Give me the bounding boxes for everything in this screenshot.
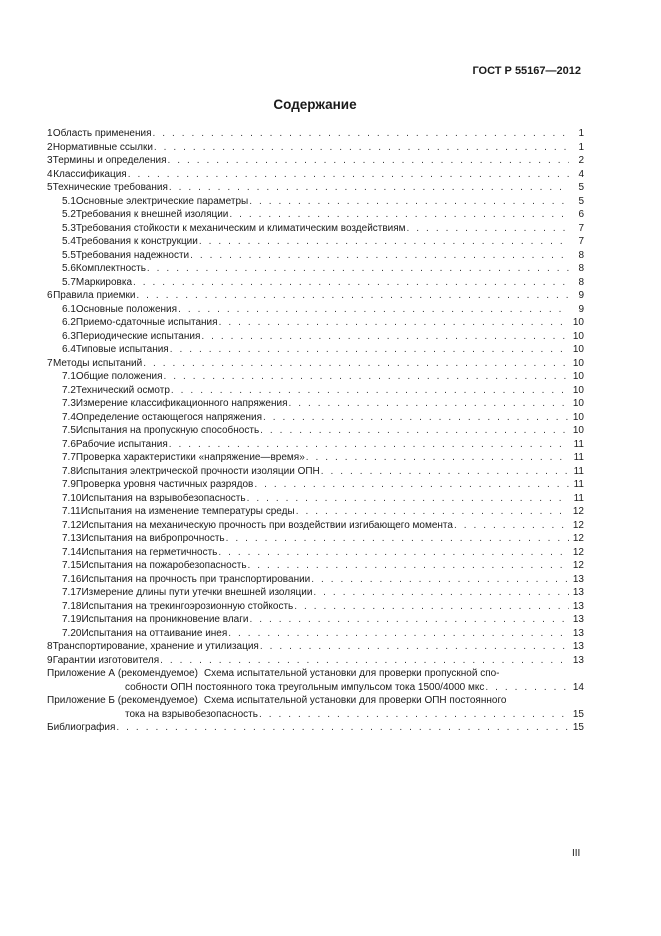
toc-number: 6.2 bbox=[62, 317, 76, 328]
toc-entry[interactable] bbox=[47, 721, 584, 735]
page-number: III bbox=[572, 848, 581, 859]
toc-entry[interactable] bbox=[47, 492, 584, 506]
toc-number: 6 bbox=[47, 290, 53, 301]
toc-page: 13 bbox=[572, 573, 584, 585]
toc-title: Типовые испытания bbox=[75, 344, 169, 355]
toc-title: Измерение длины пути утечки внешней изоляции bbox=[81, 587, 313, 598]
dot-leader bbox=[247, 492, 569, 506]
toc-title: Технический осмотр bbox=[75, 384, 170, 396]
toc-entry[interactable] bbox=[47, 343, 584, 357]
toc-page: 11 bbox=[573, 452, 584, 463]
toc-title: Транспортирование, хранение и утилизация bbox=[52, 641, 259, 652]
dot-leader bbox=[229, 208, 569, 222]
document-header: ГОСТ Р 55167—2012 bbox=[472, 65, 581, 77]
dot-leader bbox=[133, 276, 569, 290]
toc-entry[interactable] bbox=[47, 208, 584, 222]
appendix-title: Схема испытательной установки для проверки ОПН постоянного bbox=[203, 695, 507, 706]
dot-leader bbox=[485, 681, 569, 695]
toc-number: 7.6 bbox=[62, 438, 76, 450]
appendix-title-cont: собности ОПН постоянного тока треугольным импульсом тока 1500/4000 мкс bbox=[125, 681, 485, 693]
toc-page: 8 bbox=[578, 249, 584, 261]
dot-leader bbox=[259, 708, 569, 722]
dot-leader bbox=[254, 478, 569, 492]
dot-leader bbox=[154, 141, 569, 155]
toc-entry[interactable] bbox=[47, 222, 584, 236]
toc-entry[interactable] bbox=[47, 519, 584, 533]
toc-entry[interactable] bbox=[47, 141, 584, 155]
dot-leader bbox=[294, 600, 569, 614]
dot-leader bbox=[136, 289, 569, 303]
toc-number: 9 bbox=[47, 654, 53, 666]
toc-page: 8 bbox=[578, 276, 584, 288]
dot-leader bbox=[249, 195, 569, 209]
dot-leader bbox=[128, 168, 569, 182]
dot-leader bbox=[311, 573, 569, 587]
toc-entry[interactable] bbox=[47, 168, 584, 182]
toc-page: 13 bbox=[572, 627, 584, 639]
dot-leader bbox=[306, 451, 569, 465]
toc-entry[interactable] bbox=[47, 384, 584, 398]
toc-number: 7.8 bbox=[62, 465, 76, 477]
toc-title: Основные электрические параметры bbox=[75, 195, 249, 207]
toc-title: Библиография bbox=[47, 722, 116, 733]
toc-appendix[interactable] bbox=[47, 667, 584, 694]
dot-leader bbox=[169, 181, 569, 195]
toc-number: 5.2 bbox=[62, 209, 76, 220]
toc-number: 7.15 bbox=[62, 560, 82, 571]
toc-title: Испытания на проникновение влаги bbox=[81, 614, 249, 625]
toc-entry[interactable] bbox=[47, 465, 584, 479]
dot-leader bbox=[263, 411, 569, 425]
toc-number: 7.5 bbox=[62, 425, 76, 436]
toc-page: 9 bbox=[578, 290, 584, 301]
appendix-title-cont: тока на взрывобезопасность bbox=[125, 708, 258, 720]
toc-title: Проверка характеристики «напряжение—время» bbox=[75, 452, 305, 463]
toc-page: 5 bbox=[578, 195, 584, 207]
toc-number: 5.1 bbox=[62, 195, 76, 207]
dot-leader bbox=[199, 235, 569, 249]
toc-title: Область применения bbox=[52, 128, 152, 139]
toc-page: 4 bbox=[578, 168, 584, 180]
toc-page: 10 bbox=[572, 398, 584, 409]
toc-title: Нормативные ссылки bbox=[52, 141, 153, 153]
toc-page: 13 bbox=[572, 641, 584, 652]
toc-number: 7.13 bbox=[62, 533, 82, 544]
dot-leader bbox=[160, 654, 569, 668]
toc-number: 7.2 bbox=[62, 384, 76, 396]
toc-number: 6.4 bbox=[62, 344, 76, 355]
dot-leader bbox=[171, 384, 569, 398]
toc-page: 13 bbox=[572, 587, 584, 598]
toc-title: Технические требования bbox=[52, 182, 168, 193]
toc-page: 9 bbox=[578, 303, 584, 315]
toc-title: Рабочие испытания bbox=[75, 438, 168, 450]
toc-number: 6.3 bbox=[62, 330, 76, 342]
toc-page: 10 bbox=[572, 330, 584, 342]
dot-leader bbox=[178, 303, 569, 317]
dot-leader bbox=[170, 343, 569, 357]
toc-entry[interactable] bbox=[47, 181, 584, 195]
toc-page: 13 bbox=[572, 600, 584, 612]
toc-title: Гарантии изготовителя bbox=[52, 654, 160, 666]
page-title: Содержание bbox=[273, 97, 357, 112]
toc-number: 7.16 bbox=[62, 573, 82, 585]
toc-entry[interactable] bbox=[47, 546, 584, 560]
toc-title: Испытания на прочность при транспортировании bbox=[81, 573, 311, 585]
dot-leader bbox=[313, 586, 569, 600]
toc-number: 2 bbox=[47, 141, 53, 153]
toc-appendix[interactable] bbox=[47, 694, 584, 721]
toc-entry[interactable] bbox=[47, 559, 584, 573]
toc-entry[interactable] bbox=[47, 249, 584, 263]
toc-page: 12 bbox=[572, 533, 584, 544]
toc-entry[interactable] bbox=[47, 532, 584, 546]
toc-title: Испытания на изменение температуры среды bbox=[80, 506, 295, 517]
toc-number: 6.1 bbox=[62, 303, 76, 315]
toc-title: Испытания электрической прочности изоляции ОПН bbox=[75, 465, 320, 477]
toc-entry[interactable] bbox=[47, 235, 584, 249]
toc-number: 7.11 bbox=[62, 506, 81, 517]
toc-page: 7 bbox=[578, 222, 584, 234]
toc-title: Классификация bbox=[53, 168, 127, 180]
toc-entry[interactable] bbox=[47, 316, 584, 330]
toc-number: 7.12 bbox=[62, 519, 82, 531]
toc-number: 3 bbox=[47, 155, 53, 166]
dot-leader bbox=[249, 613, 569, 627]
toc-number: 7.14 bbox=[62, 546, 82, 558]
toc-page: 10 bbox=[572, 344, 584, 355]
toc-number: 5.3 bbox=[62, 222, 76, 234]
toc-entry[interactable] bbox=[47, 451, 584, 465]
toc-title: Испытания на взрывобезопасность bbox=[81, 492, 246, 504]
toc-entry[interactable] bbox=[47, 262, 584, 276]
toc-title: Комплектность bbox=[75, 263, 146, 274]
toc-number: 7.20 bbox=[62, 627, 82, 639]
toc-page: 6 bbox=[578, 209, 584, 220]
toc-number: 7.4 bbox=[62, 411, 76, 423]
toc-page: 10 bbox=[572, 411, 584, 423]
dot-leader bbox=[168, 154, 570, 168]
toc-entry[interactable] bbox=[47, 573, 584, 587]
toc-title: Правила приемки bbox=[53, 290, 136, 301]
dot-leader bbox=[454, 519, 569, 533]
dot-leader bbox=[219, 316, 569, 330]
toc-title: Приемо-сдаточные испытания bbox=[75, 317, 218, 328]
toc-page: 11 bbox=[573, 465, 584, 477]
dot-leader bbox=[153, 127, 570, 141]
toc-title: Требования стойкости к механическим и климатическим воздействиям bbox=[75, 222, 406, 234]
toc-page: 7 bbox=[578, 236, 584, 247]
toc-page: 8 bbox=[578, 263, 584, 274]
dot-leader bbox=[218, 546, 569, 560]
toc-title: Испытания на пропускную способность bbox=[75, 425, 260, 436]
toc-entry[interactable] bbox=[47, 478, 584, 492]
toc-page: 13 bbox=[572, 614, 584, 625]
toc-page: 14 bbox=[572, 681, 584, 693]
toc-title: Определение остающегося напряжения bbox=[75, 411, 262, 423]
toc-page: 1 bbox=[578, 141, 584, 153]
toc-page: 11 bbox=[573, 438, 584, 450]
toc-title: Требования к внешней изоляции bbox=[75, 209, 229, 220]
dot-leader bbox=[321, 465, 569, 479]
dot-leader bbox=[407, 222, 569, 236]
toc-title: Методы испытаний bbox=[52, 357, 143, 369]
toc-entry[interactable] bbox=[47, 370, 584, 384]
toc-entry[interactable] bbox=[47, 640, 584, 654]
toc-number: 7.18 bbox=[62, 600, 82, 612]
toc-page: 12 bbox=[572, 560, 584, 571]
toc-number: 7.19 bbox=[62, 614, 82, 625]
toc-entry[interactable] bbox=[47, 127, 584, 141]
table-of-contents bbox=[47, 127, 584, 735]
toc-page: 12 bbox=[572, 519, 584, 531]
dot-leader bbox=[143, 357, 569, 371]
toc-title: Маркировка bbox=[75, 276, 133, 288]
toc-title: Испытания на вибропрочность bbox=[81, 533, 225, 544]
toc-title: Периодические испытания bbox=[75, 330, 201, 342]
toc-entry[interactable] bbox=[47, 154, 584, 168]
dot-leader bbox=[248, 559, 569, 573]
dot-leader bbox=[228, 627, 569, 641]
toc-number: 7.7 bbox=[62, 452, 76, 463]
toc-title: Термины и определения bbox=[52, 155, 167, 166]
toc-page: 10 bbox=[572, 384, 584, 396]
toc-page: 10 bbox=[572, 371, 584, 382]
dot-leader bbox=[169, 438, 569, 452]
toc-entry[interactable] bbox=[47, 303, 584, 317]
toc-title: Измерение классификационного напряжения bbox=[75, 398, 288, 409]
toc-entry[interactable] bbox=[47, 289, 584, 303]
toc-page: 1 bbox=[578, 128, 584, 139]
toc-entry[interactable] bbox=[47, 397, 584, 411]
toc-entry[interactable] bbox=[47, 357, 584, 371]
toc-number: 8 bbox=[47, 641, 53, 652]
dot-leader bbox=[226, 532, 569, 546]
toc-title: Испытания на герметичность bbox=[81, 546, 218, 558]
toc-page: 10 bbox=[572, 357, 584, 369]
toc-entry[interactable] bbox=[47, 424, 584, 438]
toc-page: 10 bbox=[572, 317, 584, 328]
toc-number: 4 bbox=[47, 168, 53, 180]
appendix-label: Приложение А (рекомендуемое) bbox=[47, 668, 198, 679]
toc-page: 15 bbox=[572, 708, 584, 720]
toc-title: Испытания на оттаивание инея bbox=[81, 627, 228, 639]
toc-page: 10 bbox=[572, 425, 584, 436]
dot-leader bbox=[296, 505, 569, 519]
toc-entry[interactable] bbox=[47, 195, 584, 209]
toc-number: 7.10 bbox=[62, 492, 82, 504]
toc-entry[interactable] bbox=[47, 411, 584, 425]
toc-page: 11 bbox=[573, 492, 584, 504]
toc-title: Требования к конструкции bbox=[75, 236, 198, 247]
toc-entry[interactable] bbox=[47, 627, 584, 641]
toc-number: 7.3 bbox=[62, 398, 76, 409]
appendix-title: Схема испытательной установки для проверки пропускной спо- bbox=[203, 668, 500, 679]
toc-page: 12 bbox=[572, 546, 584, 558]
appendix-label: Приложение Б (рекомендуемое) bbox=[47, 695, 198, 706]
dot-leader bbox=[201, 330, 569, 344]
toc-page: 15 bbox=[572, 722, 584, 733]
dot-leader bbox=[289, 397, 569, 411]
toc-entry[interactable] bbox=[47, 600, 584, 614]
toc-entry[interactable] bbox=[47, 330, 584, 344]
toc-number: 5 bbox=[47, 182, 53, 193]
toc-title: Проверка уровня частичных разрядов bbox=[75, 479, 254, 490]
toc-number: 5.6 bbox=[62, 263, 76, 274]
toc-title: Испытания на механическую прочность при воздействии изгибающего момента bbox=[81, 519, 453, 531]
toc-number: 7 bbox=[47, 357, 53, 369]
toc-entry[interactable] bbox=[47, 276, 584, 290]
toc-number: 5.7 bbox=[62, 276, 76, 288]
toc-page: 13 bbox=[572, 654, 584, 666]
toc-page: 12 bbox=[572, 506, 584, 517]
toc-title: Требования надежности bbox=[75, 249, 190, 261]
toc-number: 5.5 bbox=[62, 249, 76, 261]
toc-page: 11 bbox=[573, 479, 584, 490]
toc-title: Основные положения bbox=[75, 303, 178, 315]
dot-leader bbox=[260, 424, 569, 438]
toc-title: Испытания на трекингоэрозионную стойкость bbox=[81, 600, 294, 612]
toc-number: 7.1 bbox=[62, 371, 76, 382]
dot-leader bbox=[147, 262, 569, 276]
toc-number: 7.17 bbox=[62, 587, 82, 598]
dot-leader bbox=[164, 370, 570, 384]
toc-page: 5 bbox=[578, 182, 584, 193]
toc-entry[interactable] bbox=[47, 438, 584, 452]
toc-number: 7.9 bbox=[62, 479, 76, 490]
toc-entry[interactable] bbox=[47, 613, 584, 627]
dot-leader bbox=[116, 721, 569, 735]
toc-entry[interactable] bbox=[47, 586, 584, 600]
toc-number: 5.4 bbox=[62, 236, 76, 247]
toc-page: 2 bbox=[578, 155, 584, 166]
toc-entry[interactable] bbox=[47, 505, 584, 519]
dot-leader bbox=[190, 249, 569, 263]
toc-entry[interactable] bbox=[47, 654, 584, 668]
dot-leader bbox=[260, 640, 569, 654]
toc-title: Общие положения bbox=[75, 371, 163, 382]
toc-number: 1 bbox=[47, 128, 53, 139]
toc-title: Испытания на пожаробезопасность bbox=[81, 560, 247, 571]
